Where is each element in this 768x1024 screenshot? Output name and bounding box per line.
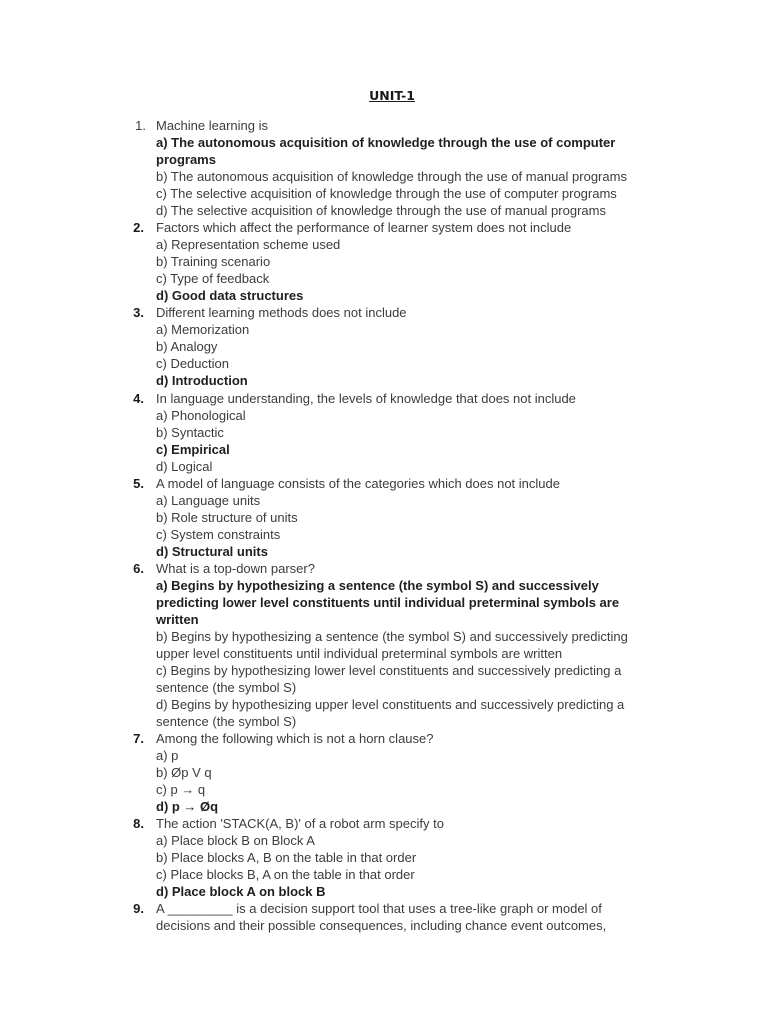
question-stem: What is a top-down parser? <box>156 561 315 576</box>
question-stem: The action 'STACK(A, B)' of a robot arm specify to <box>156 816 444 831</box>
option-b: b) Place blocks A, B on the table in that order <box>156 850 417 865</box>
option-d-correct: d) Good data structures <box>156 288 304 303</box>
option-d-correct: d) Place block A on block B <box>156 884 326 899</box>
question-stem: Among the following which is not a horn clause? <box>156 731 434 746</box>
option-c-correct: c) Empirical <box>156 442 230 457</box>
question-number: 4. <box>133 391 144 406</box>
option-a-correct: a) The autonomous acquisition of knowledge through the use of computer programs <box>156 135 616 167</box>
option-d-correct: d) p → Øq <box>156 799 219 814</box>
option-a-correct: a) Begins by hypothesizing a sentence (the symbol S) and successively predicting lower level constituents until individual preterminal symbols are written <box>156 578 620 627</box>
option-b: b) Training scenario <box>156 254 271 269</box>
question-number: 3. <box>133 305 144 320</box>
option-d-correct: d) Introduction <box>156 373 248 388</box>
option-c: c) The selective acquisition of knowledge through the use of computer programs <box>156 186 617 201</box>
option-b: b) Øp V q <box>156 765 212 780</box>
question-stem: In language understanding, the levels of knowledge that does not include <box>156 391 576 406</box>
option-b: b) Analogy <box>156 339 218 354</box>
option-b: b) Begins by hypothesizing a sentence (the symbol S) and successively predicting upper level constituents until individual preterminal symbols are written <box>156 629 628 661</box>
question-stem: Factors which affect the performance of learner system does not include <box>156 220 572 235</box>
page-title: UNIT-1 <box>369 88 415 103</box>
option-a: a) Representation scheme used <box>156 237 341 252</box>
question-number: 9. <box>133 901 144 916</box>
question-stem: A _________ is a decision support tool that uses a tree-like graph or model of decisions and their possible consequences, including chance event outcomes, <box>156 901 607 933</box>
question-stem: Different learning methods does not include <box>156 305 407 320</box>
option-b: b) Role structure of units <box>156 510 298 525</box>
option-b: b) The autonomous acquisition of knowledge through the use of manual programs <box>156 169 627 184</box>
option-d-correct: d) Structural units <box>156 544 268 559</box>
option-d: d) Begins by hypothesizing upper level constituents and successively predicting a sentence (the symbol S) <box>156 697 625 729</box>
question-number: 8. <box>133 816 144 831</box>
option-a: a) Place block B on Block A <box>156 833 315 848</box>
option-a: a) Phonological <box>156 408 246 423</box>
option-b: b) Syntactic <box>156 425 224 440</box>
option-c: c) Type of feedback <box>156 271 270 286</box>
option-c: c) p → q <box>156 782 206 797</box>
question-number: 6. <box>133 561 144 576</box>
option-a: a) Memorization <box>156 322 250 337</box>
question-number: 2. <box>133 220 144 235</box>
option-a: a) p <box>156 748 179 763</box>
question-number: 1. <box>135 118 146 133</box>
question-number: 7. <box>133 731 144 746</box>
question-stem: Machine learning is <box>156 118 269 133</box>
option-a: a) Language units <box>156 493 261 508</box>
option-c: c) Deduction <box>156 356 229 371</box>
option-c: c) System constraints <box>156 527 281 542</box>
option-d: d) Logical <box>156 459 213 474</box>
option-c: c) Place blocks B, A on the table in that order <box>156 867 415 882</box>
question-number: 5. <box>133 476 144 491</box>
option-c: c) Begins by hypothesizing lower level constituents and successively predicting a sentence (the symbol S) <box>156 663 622 695</box>
question-stem: A model of language consists of the categories which does not include <box>156 476 560 491</box>
option-d: d) The selective acquisition of knowledge through the use of manual programs <box>156 203 606 218</box>
